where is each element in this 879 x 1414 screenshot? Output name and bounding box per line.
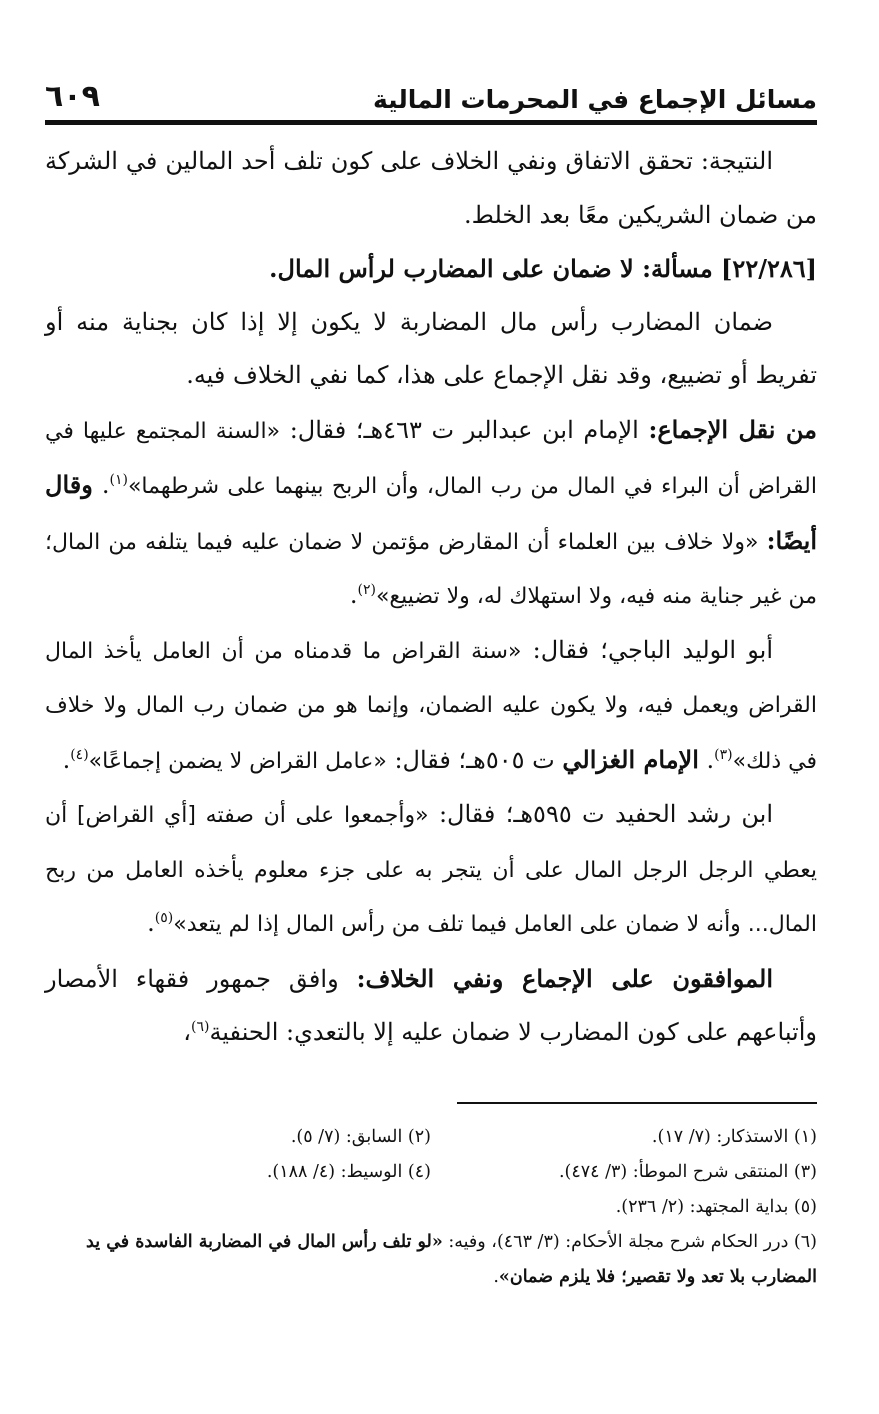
quote: «سنة القراض ما قدمناه من أن العامل يأخذ المال القراض ويعمل فيه، ولا يكون عليه الضمان، وإنما هو من ضمان رب المال ولا خلاف في ذلك» (45, 638, 817, 774)
footnote-ref: (٦) (190, 1019, 210, 1035)
text-span: وافق جمهور فقهاء الأمصار وأتباعهم على كون المضارب لا ضمان عليه إلا بالتعدي: الحنفية (45, 964, 817, 1046)
footnote-3: (٣) المنتقى شرح الموطأ: (٣/ ٤٧٤). (558, 1161, 817, 1182)
footnote-ref: (٣) (714, 746, 733, 763)
text-span: أبو الوليد الباجي؛ فقال: (521, 635, 774, 664)
intro-paragraph: ضمان المضارب رأس مال المضاربة لا يكون إلا إذا كان بجناية منه أو تفريط أو تضييع، وقد نقل الإجماع على هذا، كما نفي الخلاف فيه. (45, 307, 817, 389)
issue-heading: [٢٢/٢٨٦] مسألة: لا ضمان على المضارب لرأس المال. (269, 254, 817, 283)
baji-paragraph (45, 624, 817, 789)
footnote-ref: (٥) (154, 910, 174, 926)
book-page (45, 62, 817, 1295)
text-span: . (92, 471, 110, 499)
quote: «عامل القراض لا يضمن إجماعًا» (88, 748, 387, 774)
quote: «وأجمعوا على أن صفته [أي القراض] أن يعطي الرجل الرجل المال على أن يتجر به على جزء معلوم يأخذه العامل من ربح المال... وأنه لا ضمان على العامل فيما تلف من رأس المال إذا لم يتعد» (45, 803, 817, 937)
result-paragraph: النتيجة: تحقق الاتفاق ونفي الخلاف على كون تلف أحد المالين في الشركة من ضمان الشريكين معًا بعد الخلط. (45, 147, 817, 229)
footnotes (45, 1120, 817, 1295)
inline-lead: وقال أيضًا: (45, 470, 817, 555)
footnote-ref: (٢) (357, 582, 376, 598)
footnote-6 (45, 1225, 817, 1295)
main-text (45, 135, 817, 1060)
footnote-5: (٥) بداية المجتهد: (٢/ ٢٣٦). (615, 1196, 817, 1217)
quote: «ولا خلاف بين العلماء أن المقارض مؤتمن لا ضمان عليه فيما يتلفه من المال؛ من غير جناية منه فيه، ولا استهلاك له، ولا تضييع» (45, 529, 817, 609)
footnote-row (45, 1155, 817, 1190)
text-span: . (147, 909, 155, 937)
footnote-row (45, 1190, 817, 1225)
footnote-ref: (١) (109, 472, 128, 488)
header-rule (45, 120, 817, 125)
footnote-quote: «لو تلف رأس المال في المضاربة الفاسدة في يد المضارب بلا تعد ولا تقصير؛ فلا يلزم ضمان» (86, 1231, 817, 1287)
ibn-rushd-paragraph (45, 788, 817, 952)
footnote-4: (٤) الوسيط: (٤/ ١٨٨). (266, 1161, 431, 1182)
text-span: . (62, 745, 71, 774)
footnote-divider (457, 1102, 817, 1104)
inline-lead: الإمام الغزالي (562, 744, 699, 774)
consensus-sources-paragraph (45, 403, 817, 624)
footnote-ref: (٤) (70, 746, 89, 763)
text-span: ، (183, 1018, 191, 1046)
text-span: ابن رشد الحفيد ت ٥٩٥هـ؛ فقال: (428, 800, 774, 828)
text-span: الإمام ابن عبدالبر ت ٤٦٣هـ؛ فقال: (280, 415, 649, 444)
quote: «السنة المجتمع عليها في القراض أن البراء في المال من رب المال، وأن الربح بينهما على شرطهما» (45, 418, 817, 499)
text-span: ت ٥٠٥هـ؛ فقال: (386, 745, 563, 774)
header-title: مسائل الإجماع في المحرمات المالية (372, 85, 817, 114)
text-span: . (493, 1266, 499, 1287)
agreeing-parties-paragraph (45, 952, 817, 1060)
text-span: (٦) درر الحكام شرح مجلة الأحكام: (٣/ ٤٦٣)، وفيه: (442, 1231, 817, 1252)
page-number: ٦٠٩ (45, 79, 100, 114)
text-span: . (698, 745, 715, 774)
consensus-sources-lead: من نقل الإجماع: (648, 414, 817, 444)
footnote-row (45, 1120, 817, 1155)
running-header (45, 62, 817, 114)
footnote-2: (٢) السابق: (٧/ ٥). (290, 1126, 431, 1147)
footnote-row (45, 1225, 817, 1295)
agreeing-parties-lead: الموافقون على الإجماع ونفي الخلاف: (356, 963, 773, 993)
footnote-1: (١) الاستذكار: (٧/ ١٧). (651, 1126, 817, 1147)
text-span: . (349, 581, 358, 609)
